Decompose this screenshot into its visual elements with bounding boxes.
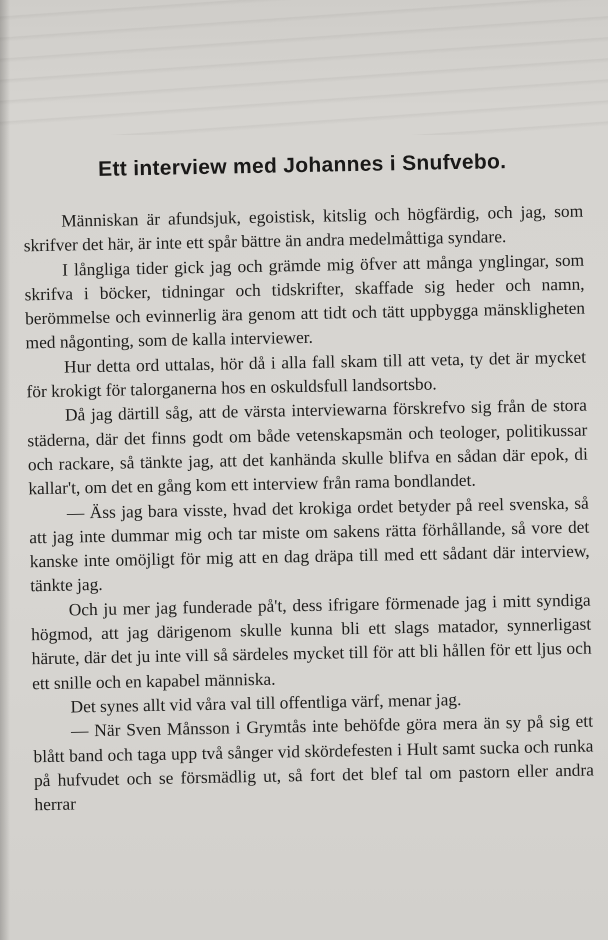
paragraph-3: Hur detta ord uttalas, hör då i alla fall skam till att veta, ty det är mycket för krokigt för talorganerna hos en oskuldsfull landsortsbo. <box>26 346 587 402</box>
paragraph-2: I långliga tider gick jag och grämde mig öfver att många ynglingar, som skrifva i böcker, tidningar och tidskrifter, skaffade sig heder och namn, berömmelse och evinnerlig ära genom att tidt och tätt uppbygga mänskligheten med någonting, som de kalla interviewer. <box>24 249 586 353</box>
paragraph-7: Det synes allt vid våra val till offentliga värf, menar jag. <box>70 688 462 717</box>
paragraph-5: — Äss jag bara visste, hvad det krokiga ordet betyder på reel svenska, så att jag inte dummar mig och tar miste om sakens rätta förhållande, så vore det kanske inte omöjligt för mig att en dag dräpa till med ett sådant där interview, tänkte jag. <box>29 492 590 596</box>
paragraph-1: Människan är afundsjuk, egoistisk, kitslig och högfärdig, och jag, som skrifver det här, är inte ett spår bättre än andra medelmåttiga syndare. <box>23 200 584 256</box>
page-gutter-shadow <box>0 0 10 940</box>
bleed-through-text <box>0 0 608 135</box>
chapter-title: Ett interview med Johannes i Snufvebo. <box>97 150 507 181</box>
page-content <box>22 149 595 817</box>
paragraph-4: Då jag därtill såg, att de värsta interviewarna förskrefvo sig från de stora städerna, där det finns godt om både vetenskapsmän och teologer, politikussar och rackare, så tänkte jag, att det kanhända skulle blifva en sådan där epok, di kallar't, om det en gång kom ett interview från rama bondlandet. <box>27 394 588 499</box>
paragraph-6: Och ju mer jag funderade på't, dess ifrigare förmenade jag i mitt syndiga högmod, att jag därigenom skulle kunna bli ett slags matador, synnerligast härute, där det ju inte vill så särdeles mycket till för att bli hållen för ett ljus och ett snille och en kapabel människa. <box>30 589 592 693</box>
paragraph-8: — När Sven Månsson i Grymtås inte behöfde göra mera än sy på sig ett blått band och taga upp två sånger vid skördefesten i Hult samt sucka och runka på hufvudet och se försmädlig ut, så fort det blef tal om pastorn eller andra herrar <box>33 710 595 815</box>
